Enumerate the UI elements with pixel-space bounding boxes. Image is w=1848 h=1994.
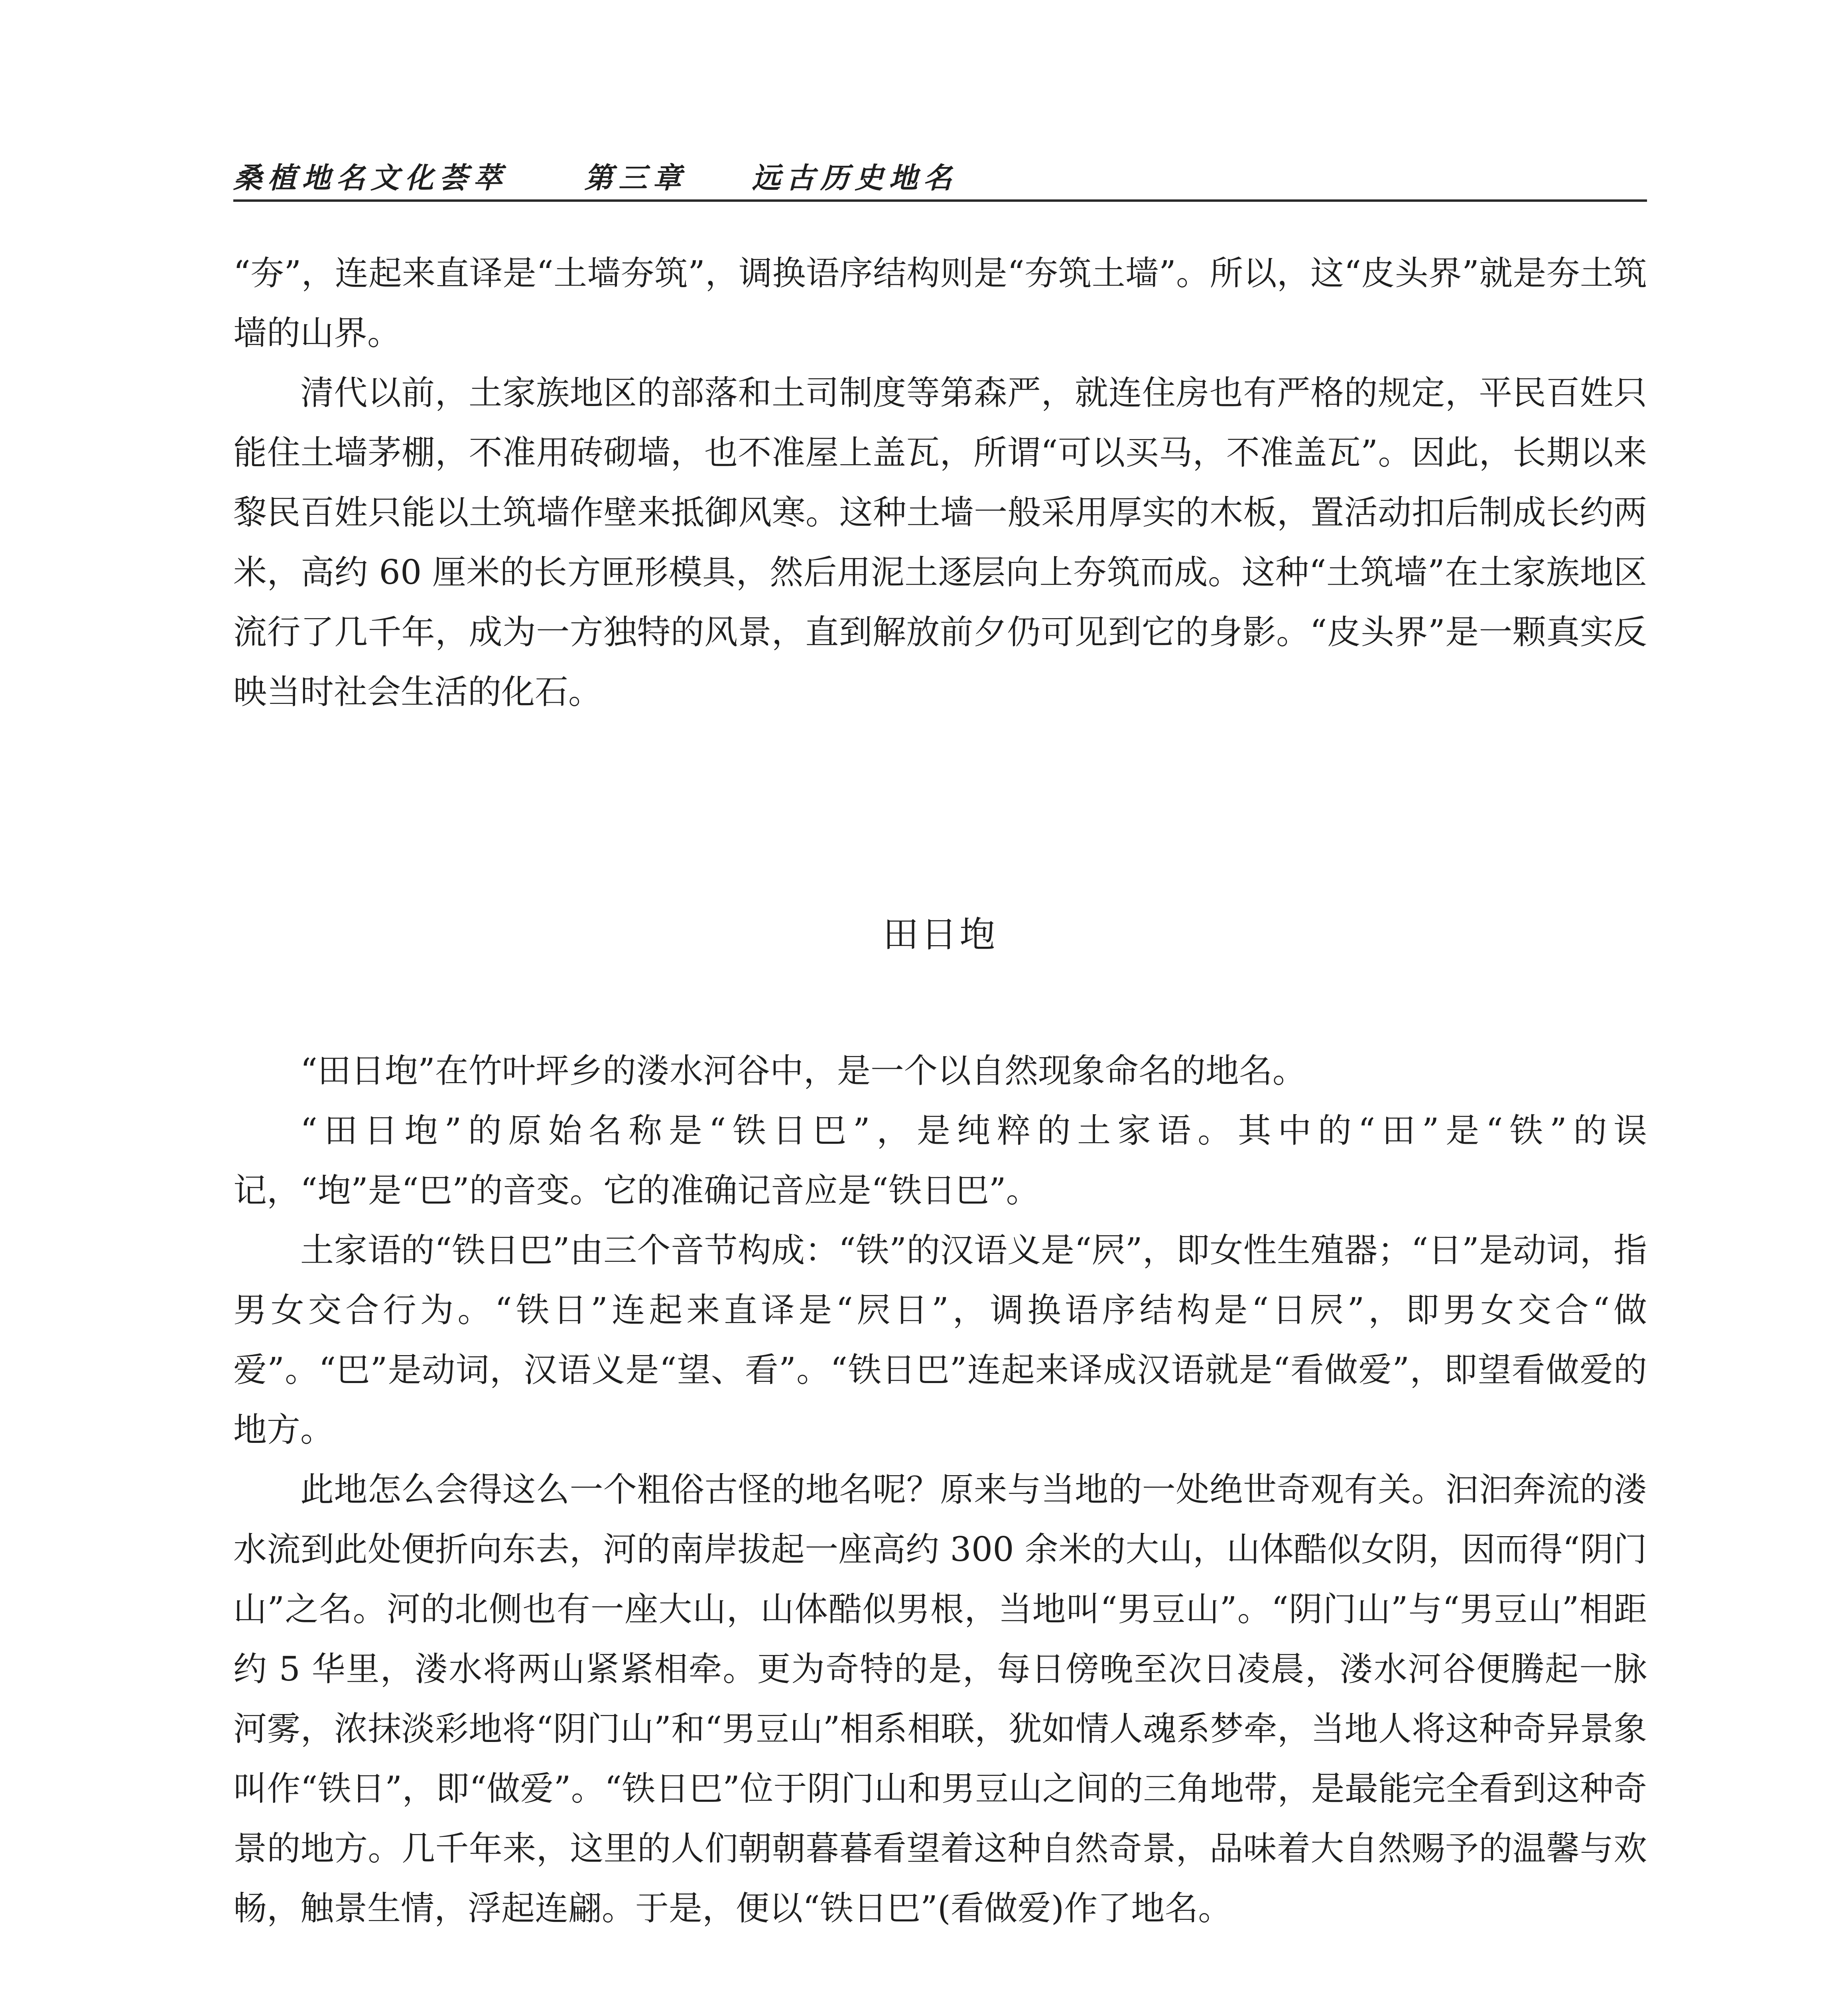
header-section: 远古历史地名	[752, 161, 958, 195]
section-title: 田日垉	[883, 914, 998, 956]
header-rule	[233, 199, 1647, 202]
paragraph: “夯”，连起来直译是“土墙夯筑”，调换语序结构则是“夯筑土墙”。所以，这“皮头界”就是夯土筑墙的山界。	[233, 254, 1647, 353]
paragraph: 此地怎么会得这么一个粗俗古怪的地名呢？原来与当地的一处绝世奇观有关。汩汩奔流的溇水流到此处便折向东去，河的南岸拔起一座高约 300 余米的大山，山体酷似女阴，因而得“阴门山”之名。河的北侧也有一座大山，山体酷似男根，当地叫“男豆山”。“阴门山”与“男豆山”相距约 5 华里，溇水将两山紧紧相牵。更为奇特的是，每日傍晚至次日凌晨，溇水河谷便腾起一脉河雾，浓抹淡彩地将“阴门山”和“男豆山”相系相联，犹如情人魂系梦牵，当地人将这种奇异景象叫作“铁日”，即“做爱”。“铁日巴”位于阴门山和男豆山之间的三角地带，是最能完全看到这种奇景的地方。几千年来，这里的人们朝朝暮暮看望着这种自然奇景，品味着大自然赐予的温馨与欢畅，触景生情，浮起连翩。于是，便以“铁日巴”(看做爱)作了地名。	[233, 1470, 1647, 1928]
paragraph: “田日垉”在竹叶坪乡的溇水河谷中，是一个以自然现象命名的地名。	[300, 1051, 1306, 1090]
header-chapter: 第三章	[584, 161, 688, 195]
continued-text	[233, 243, 1647, 722]
running-header	[233, 155, 1647, 199]
paragraph: “田日垉”的原始名称是“铁日巴”，是纯粹的土家语。其中的“田”是“铁”的误记，“垉”是“巴”的音变。它的准确记音应是“铁日巴”。	[233, 1111, 1647, 1210]
section-body	[233, 1041, 1647, 1938]
paragraph: 土家语的“铁日巴”由三个音节构成：“铁”的汉语义是“屄”，即女性生殖器；“日”是动词，指男女交合行为。“铁日”连起来直译是“屄日”，调换语序结构是“日屄”，即男女交合“做爱”。“巴”是动词，汉语义是“望、看”。“铁日巴”连起来译成汉语就是“看做爱”，即望看做爱的地方。	[233, 1231, 1647, 1449]
paragraph: 清代以前，土家族地区的部落和土司制度等第森严，就连住房也有严格的规定，平民百姓只能住土墙茅棚，不准用砖砌墙，也不准屋上盖瓦，所谓“可以买马，不准盖瓦”。因此，长期以来黎民百姓只能以土筑墙作壁来抵御风寒。这种土墙一般采用厚实的木板，置活动扣后制成长约两米，高约 60 厘米的长方匣形模具，然后用泥土逐层向上夯筑而成。这种“土筑墙”在土家族地区流行了几千年，成为一方独特的风景，直到解放前夕仍可见到它的身影。“皮头界”是一颗真实反映当时社会生活的化石。	[233, 373, 1647, 711]
header-book-title: 桑植地名文化荟萃	[233, 161, 508, 195]
